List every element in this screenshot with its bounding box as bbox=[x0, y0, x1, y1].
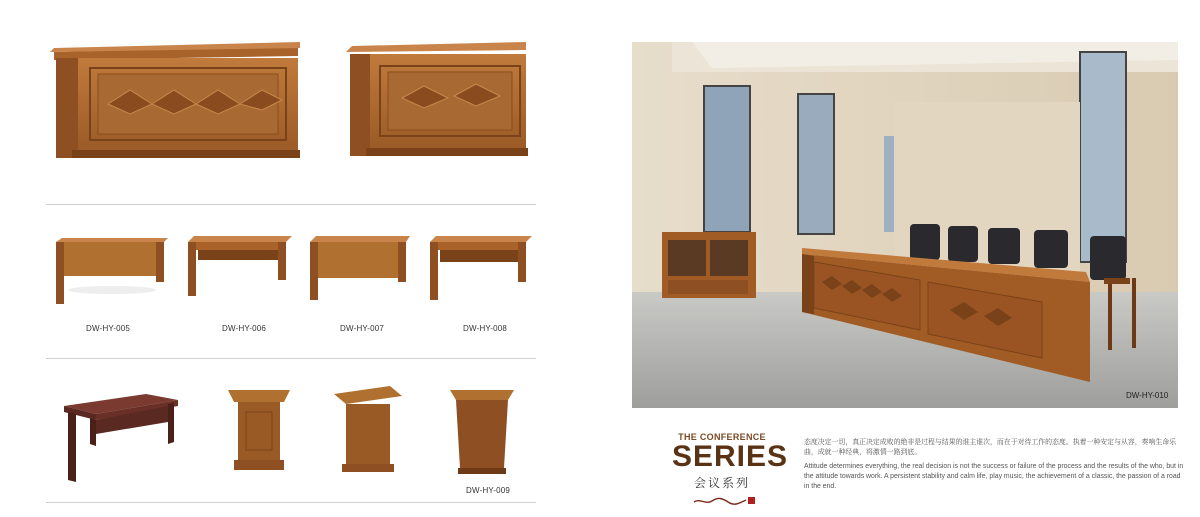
table-dw-hy-008-image bbox=[426, 232, 536, 304]
podium-medium-image bbox=[330, 382, 406, 476]
mahogany-table-image bbox=[60, 386, 182, 486]
product-code: DW-HY-006 bbox=[222, 324, 267, 333]
series-title: SERIES bbox=[672, 440, 789, 473]
series-heading bbox=[672, 432, 789, 506]
description-english: Attitude determines everything, the real decision is not the success or failure of the process and the results of the who, but in the attitude towards work. A persistent stability and calm life, play music, the achievement of a classic, the passion of a road in the end. bbox=[804, 463, 1184, 490]
series-chinese-title: 会议系列 bbox=[693, 476, 750, 490]
conference-room-photo bbox=[632, 42, 1178, 408]
description-chinese: 态度决定一切，真正决定成败的绝非是过程与结果的谁主谁次，而在于对待工作的态度。执着一种安定与从容，奏响生命乐曲，成就一种经典，将激情一路到底。 bbox=[804, 439, 1177, 456]
divider bbox=[46, 358, 536, 359]
product-code: DW-HY-010 bbox=[1126, 391, 1169, 400]
divider bbox=[46, 204, 536, 205]
calligraphy-stroke bbox=[672, 495, 772, 507]
product-code: DW-HY-008 bbox=[463, 324, 508, 333]
table-dw-hy-006-image bbox=[184, 232, 296, 302]
calligraphy-signature bbox=[672, 494, 772, 506]
podium-large-image bbox=[444, 384, 520, 476]
table-dw-hy-005-image bbox=[52, 232, 172, 308]
product-code: DW-HY-009 bbox=[466, 486, 511, 495]
room-scene bbox=[632, 42, 1178, 408]
divider bbox=[46, 502, 536, 503]
podium-small-image bbox=[224, 382, 294, 476]
series-subtitle: THE CONFERENCE bbox=[678, 432, 766, 442]
product-code: DW-HY-007 bbox=[340, 324, 385, 333]
conference-desk-diamond-4-image bbox=[48, 38, 306, 162]
product-code: DW-HY-005 bbox=[86, 324, 131, 333]
table-dw-hy-007-image bbox=[306, 232, 414, 304]
conference-desk-diamond-2-image bbox=[344, 36, 534, 160]
